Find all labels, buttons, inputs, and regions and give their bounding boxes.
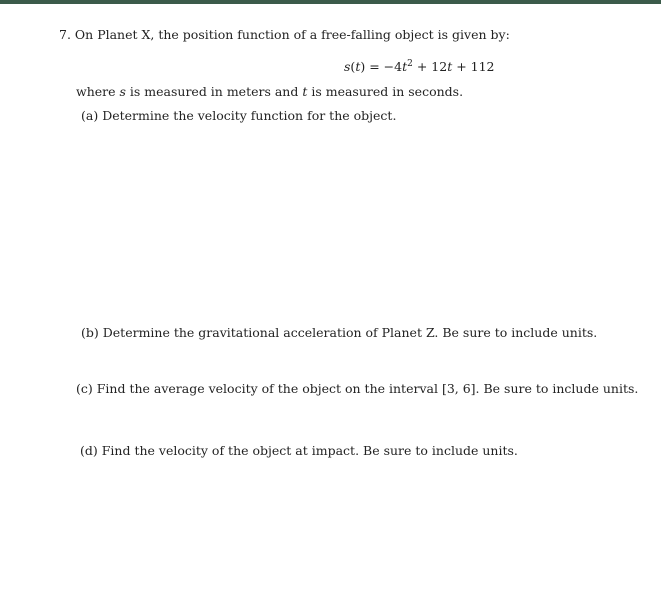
part-c-text-1: Find the average velocity of the object on the interval xyxy=(96,381,442,396)
top-border xyxy=(0,0,661,4)
eq-plus112: + 112 xyxy=(452,59,495,74)
eq-coef: = −4 xyxy=(369,59,403,74)
where-t-var: t xyxy=(302,84,308,99)
where-text-3: is measured in seconds. xyxy=(307,84,464,99)
part-a-text: Determine the velocity function for the object. xyxy=(102,108,397,123)
eq-var: t xyxy=(355,59,361,74)
part-a-label: (a) xyxy=(81,108,99,123)
units-sentence xyxy=(76,84,463,100)
problem-number: 7. xyxy=(59,27,71,42)
eq-fn: s xyxy=(344,59,351,74)
part-c-text-2: . Be sure to include units. xyxy=(475,381,639,396)
eq-t2: t xyxy=(447,59,453,74)
part-d-text: Find the velocity of the object at impact. Be sure to include units. xyxy=(101,443,518,458)
part-b-text: Determine the gravitational acceleration of Planet Z. Be sure to include units. xyxy=(102,325,598,340)
problem-intro xyxy=(59,27,510,43)
where-text-1: where xyxy=(76,84,120,99)
part-c-interval: [3, 6] xyxy=(441,381,476,396)
eq-t1: t xyxy=(402,59,408,74)
eq-exponent: 2 xyxy=(407,59,413,69)
part-b xyxy=(81,325,597,341)
part-b-label: (b) xyxy=(81,325,99,340)
where-s-var: s xyxy=(119,84,126,99)
part-c xyxy=(76,381,638,397)
intro-text: On Planet X, the position function of a free-falling object is given by: xyxy=(74,27,510,42)
part-a xyxy=(81,108,396,124)
part-d xyxy=(80,443,518,459)
eq-plus12: + 12 xyxy=(412,59,448,74)
part-c-label: (c) xyxy=(76,381,93,396)
where-text-2: is measured in meters and xyxy=(125,84,303,99)
part-d-label: (d) xyxy=(80,443,98,458)
position-equation: $s(t) = -4t^2 + 12t + 112$ xyxy=(344,59,495,74)
